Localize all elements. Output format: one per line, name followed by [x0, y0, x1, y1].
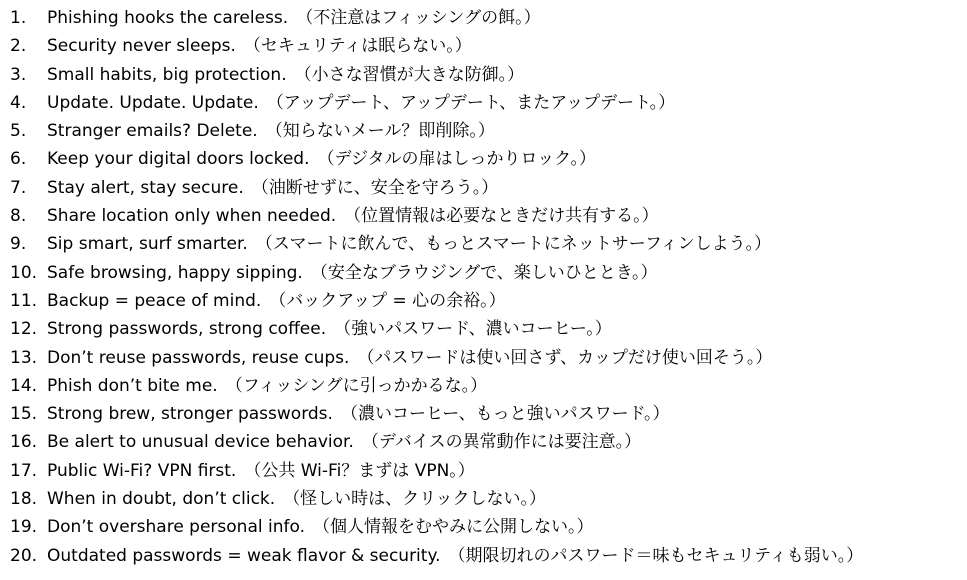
item-number: 9.	[10, 234, 27, 255]
item-number: 16.	[10, 432, 38, 453]
item-number: 10.	[10, 262, 38, 283]
item-number: 7.	[10, 177, 27, 198]
list-item	[10, 4, 960, 32]
english-slogan: Safe browsing, happy sipping.	[47, 262, 303, 283]
japanese-translation: （怪しい時は、クリックしない。）	[283, 489, 547, 510]
english-slogan: Stay alert, stay secure.	[47, 177, 244, 198]
english-slogan: Backup = peace of mind.	[47, 290, 262, 311]
list-item	[10, 344, 960, 372]
english-slogan: Phishing hooks the careless.	[47, 8, 289, 28]
list-item	[10, 61, 960, 89]
japanese-translation: （公共 Wi-Fi？まずは VPN。）	[244, 460, 475, 481]
list-item	[10, 89, 960, 117]
security-slogan-list	[10, 4, 960, 570]
japanese-translation: （期限切れのパスワード＝味もセキュリティも弱い。）	[448, 545, 864, 566]
japanese-translation: （個人情報をむやみに公開しない。）	[312, 517, 594, 538]
japanese-translation: （パスワードは使い回さず、カップだけ使い回そう。）	[357, 347, 773, 368]
item-number: 2.	[10, 36, 27, 57]
item-number: 14.	[10, 375, 38, 396]
japanese-translation: （デバイスの異常動作には要注意。）	[361, 432, 642, 453]
english-slogan: Sip smart, surf smarter.	[47, 234, 248, 255]
item-number: 6.	[10, 149, 27, 170]
list-item	[10, 513, 960, 541]
list-item	[10, 117, 960, 145]
english-slogan: Strong brew, stronger passwords.	[47, 404, 333, 425]
japanese-translation: （小さな習慣が大きな防御。）	[294, 64, 525, 85]
english-slogan: Be alert to unusual device behavior.	[47, 432, 354, 453]
list-item	[10, 174, 960, 202]
english-slogan: Public Wi-Fi? VPN first.	[47, 460, 237, 481]
japanese-translation: （知らないメール？即削除。）	[265, 121, 495, 142]
japanese-translation: （濃いコーヒー、もっと強いパスワード。）	[340, 404, 670, 425]
item-number: 12.	[10, 319, 38, 340]
item-number: 20.	[10, 545, 38, 566]
item-number: 3.	[10, 64, 27, 85]
english-slogan: Strong passwords, strong coffee.	[47, 319, 327, 340]
item-number: 15.	[10, 404, 38, 425]
item-number: 11.	[10, 290, 38, 311]
japanese-translation: （バックアップ = 心の余裕。）	[269, 290, 506, 311]
english-slogan: Keep your digital doors locked.	[47, 149, 310, 170]
english-slogan: Don’t overshare personal info.	[47, 517, 305, 538]
english-slogan: Small habits, big protection.	[47, 64, 287, 85]
item-number: 17.	[10, 460, 38, 481]
japanese-translation: （スマートに飲んで、もっとスマートにネットサーフィンしよう。）	[255, 234, 772, 255]
list-item	[10, 542, 960, 570]
list-item	[10, 400, 960, 428]
item-number: 1.	[10, 8, 27, 28]
english-slogan: Share location only when needed.	[47, 206, 337, 227]
list-item	[10, 145, 960, 173]
list-item	[10, 259, 960, 287]
item-number: 4.	[10, 92, 27, 113]
list-item	[10, 202, 960, 230]
japanese-translation: （位置情報は必要なときだけ共有する。）	[344, 206, 659, 227]
japanese-translation: （デジタルの扉はしっかりロック。）	[317, 149, 596, 170]
english-slogan: Phish don’t bite me.	[47, 375, 218, 396]
list-item	[10, 32, 960, 60]
item-number: 8.	[10, 206, 27, 227]
japanese-translation: （安全なブラウジングで、楽しいひととき。）	[310, 262, 658, 283]
japanese-translation: （不注意はフィッシングの餌。）	[296, 8, 541, 28]
english-slogan: Outdated passwords = weak flavor & security.	[47, 545, 441, 566]
list-item	[10, 485, 960, 513]
item-number: 5.	[10, 121, 27, 142]
list-item	[10, 428, 960, 456]
item-number: 19.	[10, 517, 38, 538]
list-item	[10, 372, 960, 400]
japanese-translation: （セキュリティは眠らない。）	[243, 36, 472, 57]
item-number: 13.	[10, 347, 38, 368]
list-item	[10, 457, 960, 485]
list-item	[10, 287, 960, 315]
item-number: 18.	[10, 489, 38, 510]
japanese-translation: （油断せずに、安全を守ろう。）	[251, 177, 499, 198]
english-slogan: Stranger emails? Delete.	[47, 121, 258, 142]
japanese-translation: （アップデート、アップデート、またアップデート。）	[266, 92, 676, 113]
list-item	[10, 315, 960, 343]
english-slogan: When in doubt, don’t click.	[47, 489, 276, 510]
english-slogan: Security never sleeps.	[47, 36, 236, 57]
english-slogan: Don’t reuse passwords, reuse cups.	[47, 347, 350, 368]
english-slogan: Update. Update. Update.	[47, 92, 259, 113]
japanese-translation: （フィッシングに引っかかるな。）	[225, 375, 488, 396]
list-item	[10, 230, 960, 258]
japanese-translation: （強いパスワード、濃いコーヒー。）	[334, 319, 612, 340]
